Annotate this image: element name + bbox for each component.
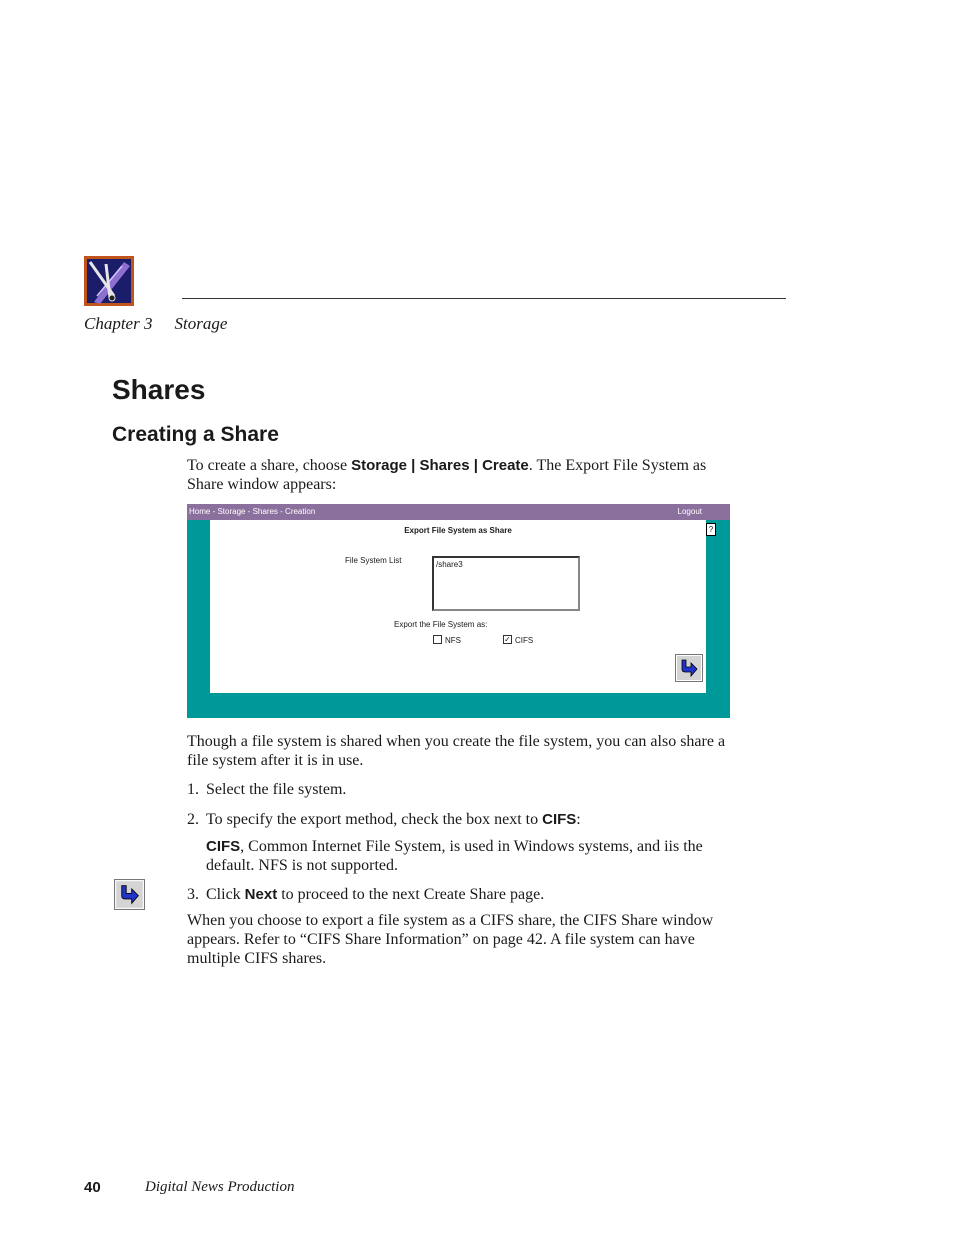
paragraph-cifs-window: When you choose to export a file system as a CIFS share, the CIFS Share window appears. Refer to “CIFS Share Information” on page 42. A file system can have multiple CIFS shares. [187, 912, 714, 967]
paragraph-share-after: Though a file system is shared when you create the file system, you can also share a file system after it is in use. [187, 733, 726, 769]
note-text: , Common Internet File System, is used in Windows systems, and iis the default. NFS is not supported. [206, 838, 703, 874]
step-bold: CIFS [542, 811, 577, 828]
book-title: Digital News Production [145, 1179, 295, 1195]
step-text: To specify the export method, check the box next to [206, 811, 543, 828]
step-text: Click [206, 886, 245, 903]
page-title: Shares [112, 374, 206, 405]
page-number: 40 [84, 1179, 101, 1196]
file-system-list-label: File System List [345, 556, 402, 565]
step-text: Select the file system. [206, 781, 347, 798]
nfs-label: NFS [445, 636, 461, 645]
running-header [84, 314, 227, 334]
step-number: 3. [187, 886, 199, 903]
menu-path: Storage | Shares | Create [351, 457, 529, 474]
section-label: Storage [174, 314, 228, 333]
step-text-end: to proceed to the next Create Share page. [277, 886, 545, 903]
panel-title: Export File System as Share [404, 526, 512, 535]
help-icon[interactable]: ? [706, 523, 716, 536]
cifs-note [206, 837, 732, 875]
logout-link[interactable]: Logout [677, 507, 702, 516]
nav-bar [187, 504, 730, 520]
breadcrumb[interactable]: Home - Storage - Shares - Creation [189, 507, 316, 516]
cifs-label: CIFS [515, 636, 534, 645]
step-3 [187, 885, 732, 904]
step-bold: Next [244, 886, 278, 903]
intro-text-end: . The Export File System as Share window appears: [187, 457, 707, 493]
header-rule [182, 298, 786, 299]
next-arrow-icon[interactable] [675, 654, 703, 682]
step-text-end: : [576, 811, 581, 828]
section-subtitle: Creating a Share [112, 423, 279, 446]
next-button-icon [114, 879, 145, 910]
export-panel [210, 520, 706, 693]
cifs-checkbox[interactable]: ✓ [504, 635, 511, 644]
export-file-system-screenshot [187, 504, 730, 718]
chapter-label: Chapter 3 [84, 314, 153, 333]
step-1 [187, 780, 732, 799]
chapter-logo-icon [84, 256, 134, 306]
export-as-label: Export the File System as: [394, 620, 488, 629]
list-item[interactable]: /share3 [436, 560, 463, 569]
nfs-checkbox[interactable] [433, 635, 442, 644]
step-number: 1. [187, 781, 199, 798]
step-number: 2. [187, 811, 199, 828]
intro-paragraph [187, 456, 732, 494]
file-system-listbox[interactable] [432, 556, 580, 611]
step-2 [187, 810, 732, 829]
note-bold: CIFS [206, 838, 241, 855]
intro-text: To create a share, choose [187, 457, 352, 474]
